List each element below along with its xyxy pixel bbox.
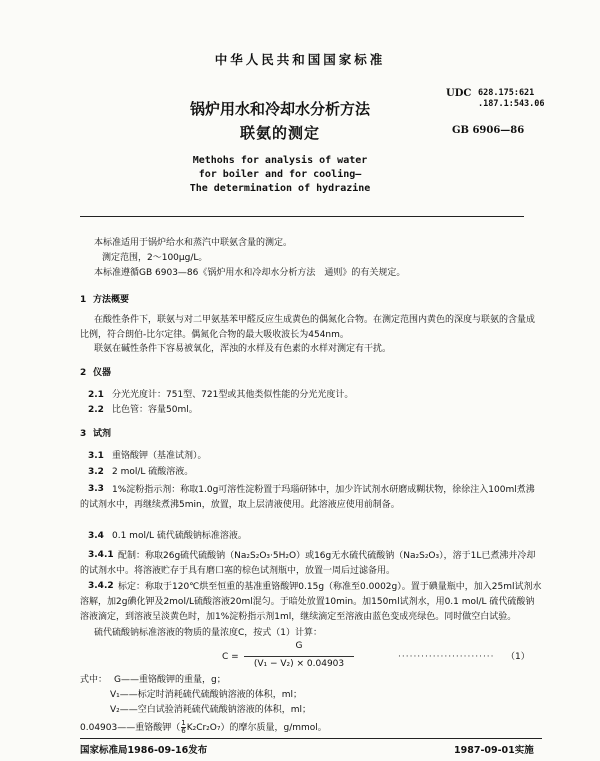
formula-lhs: C =: [222, 652, 239, 662]
intro-line-3: 本标准遵循GB 6903—86《锅炉用水和冷却水分析方法 通则》的有关规定。: [94, 268, 406, 278]
section-2-title: 仪器: [93, 368, 112, 378]
udc-code-1: 628.175:621: [478, 88, 535, 98]
item-3-4-text: 0.1 mol/L 硫代硫酸钠标准溶液。: [112, 531, 247, 541]
section-2-number: 2: [80, 368, 87, 378]
footer-rule: [80, 738, 542, 739]
formula-numerator: G: [295, 641, 303, 651]
item-2-2-text: 比色管：容量50ml。: [112, 405, 198, 415]
gb-code: GB 6906—86: [452, 125, 525, 136]
section-1-paragraph-1: 在酸性条件下，联氨与对二甲氨基苯甲醛反应生成黄色的偶氮化合物。在测定范围内黄色的深度与联氨的含量成比例，符合朗伯-比尔定律。偶氮化合物的最大吸收波长为454nm。: [80, 315, 536, 340]
section-1-title: 方法概要: [93, 295, 130, 305]
title-en-line3: The determination of hydrazine: [189, 183, 371, 194]
title-cn-line1: 锅炉用水和冷却水分析方法: [189, 100, 370, 118]
item-3-4-1-text: 配制：称取26g硫代硫酸钠（Na₂S₂O₃·5H₂O）或16g无水硫代硫酸钠（Na₂S₂O₃），溶于1L已煮沸并冷却的试剂水中。将溶液贮存于具有磨口塞的棕色试剂瓶中，放置一周后过滤备用。: [80, 551, 536, 576]
section-3-number: 3: [80, 429, 87, 439]
title-en-line1: Methohs for analysis of water: [192, 155, 368, 166]
issued-date: 国家标准局1986-09-16发布: [80, 745, 208, 756]
fraction-numerator: 1: [181, 719, 186, 727]
issuing-authority: 中华人民共和国国家标准: [214, 52, 386, 67]
item-3-2-text: 2 mol/L 硫酸溶液。: [112, 467, 194, 477]
where-label: 式中：: [80, 675, 108, 685]
where-g: G——重铬酸钾的重量，g；: [114, 675, 226, 685]
item-3-4-1-number: 3.4.1: [88, 550, 114, 560]
intro-line-2: 测定范围，2～100μg/L。: [102, 253, 208, 263]
section-1-number: 1: [80, 295, 87, 305]
item-3-4-number: 3.4: [88, 531, 104, 541]
title-en-line2: for boiler and for cooling—: [198, 169, 362, 180]
formula-denominator: (V₁ − V₂) × 0.04903: [253, 659, 345, 669]
formula-number: （1）: [506, 652, 530, 662]
where-molar-mass: [80, 720, 327, 735]
udc-label: UDC: [446, 88, 472, 99]
effective-date: 1987-09-01实施: [454, 745, 534, 756]
item-3-4-2-number: 3.4.2: [88, 581, 114, 591]
udc-code-2: .187.1:543.06: [478, 99, 545, 109]
calc-intro: 硫代硫酸钠标准溶液的物质的量浓度C，按式（1）计算：: [94, 628, 323, 638]
intro-line-1: 本标准适用于锅炉给水和蒸汽中联氨含量的测定。: [94, 238, 293, 248]
item-3-3-text: 1%淀粉指示剂：称取1.0g可溶性淀粉置于玛瑙研钵中，加少许试剂水研磨成糊状物，徐徐注入100ml煮沸的试剂水中，再继续煮沸5min，放置，取上层清液使用。此溶液应使用前制备。: [80, 485, 535, 510]
item-3-3-number: 3.3: [88, 484, 104, 494]
formula-leader-dots: ·························: [398, 652, 495, 662]
molar-mass-fraction: [181, 720, 185, 735]
formula-fraction-bar: [244, 656, 354, 657]
molar-mass-suffix: K₂Cr₂O₇）的摩尔质量，g/mmol。: [186, 723, 327, 733]
header-rule: [80, 216, 524, 217]
item-2-2-number: 2.2: [88, 405, 104, 415]
item-3-2-number: 3.2: [88, 467, 104, 477]
where-v1: V₁——标定时消耗硫代硫酸钠溶液的体积，ml；: [110, 690, 303, 700]
where-v2: V₂——空白试验消耗硫代硫酸钠溶液的体积，ml；: [110, 705, 312, 715]
section-1-paragraph-2: 联氨在碱性条件下容易被氧化，浑浊的水样及有色素的水样对测定有干扰。: [94, 344, 392, 354]
fraction-denominator: 6: [181, 727, 186, 735]
item-3-1-text: 重铬酸钾（基准试剂）。: [112, 451, 207, 461]
title-cn-line2: 联氨的测定: [239, 124, 320, 142]
section-3-title: 试剂: [93, 429, 112, 439]
item-3-1-number: 3.1: [88, 451, 104, 461]
molar-mass-prefix: 0.04903——重铬酸钾（: [80, 723, 181, 733]
item-2-1-number: 2.1: [88, 390, 104, 400]
item-2-1-text: 分光光度计：751型、721型或其他类似性能的分光光度计。: [112, 390, 354, 400]
item-3-4-2-text: 标定：称取于120℃烘至恒重的基准重铬酸钾0.15g（称准至0.0002g）。置于碘量瓶中，加入25ml试剂水溶解，加2g碘化钾及2mol/L硫酸溶液20ml混匀。于暗处放置10min。加150ml试剂水，用0.1 mol/L 硫代硫酸钠溶液滴定，到溶液呈淡黄色时，加1%淀粉指示剂1ml，继续滴定至溶液由蓝色变成亮绿色。同时做空白试验。: [80, 582, 542, 622]
